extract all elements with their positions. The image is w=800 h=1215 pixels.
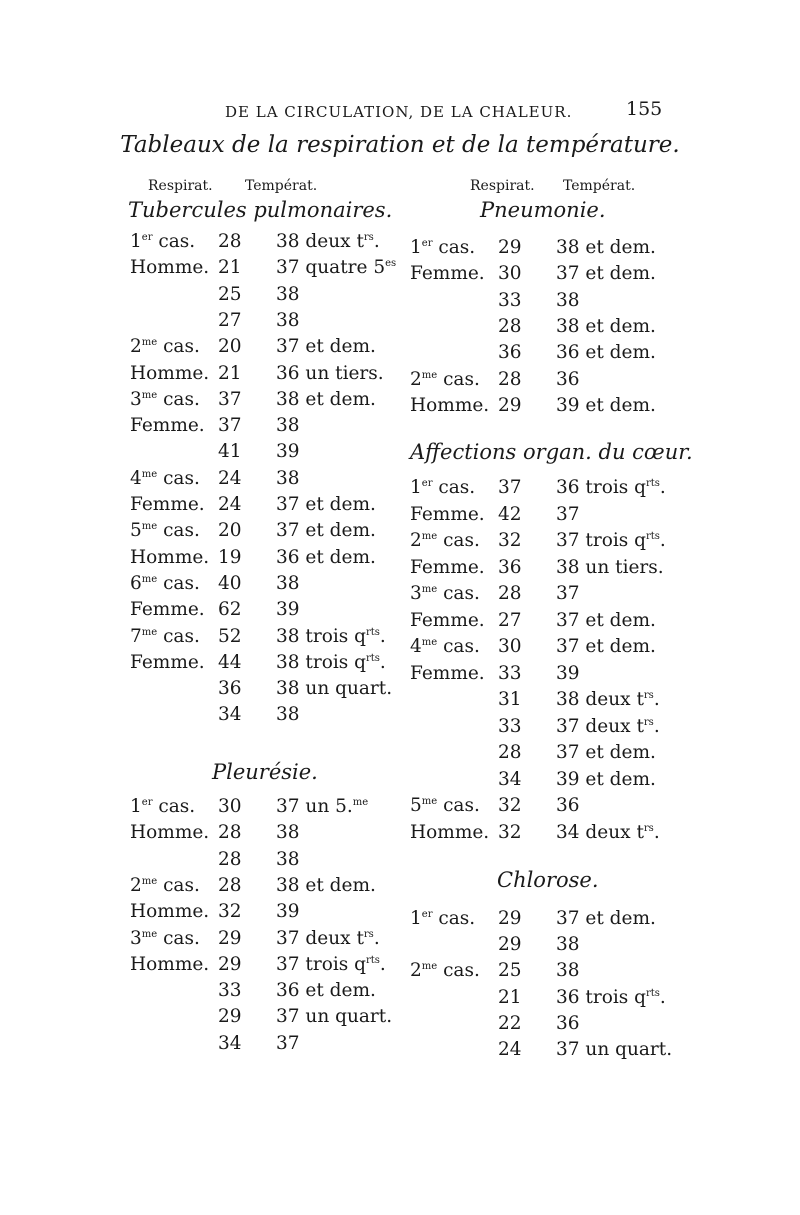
section-title-chlorose: Chlorose. [497, 868, 599, 892]
case-label: Femme. [410, 503, 485, 525]
respiration-value: 28 [218, 231, 242, 252]
respiration-value: 36 [218, 678, 242, 700]
case-label: 1er cas. [130, 231, 196, 252]
temperature-value: 38 trois $q^{rts}$. [276, 625, 386, 647]
temperature-value: 38 et dem. [556, 237, 656, 258]
temperature-value: 37 et dem. [556, 636, 656, 657]
temperature-value: 38 [276, 704, 300, 726]
temperature-value: 39 [276, 441, 300, 463]
respiration-value: 24 [218, 467, 242, 489]
temperature-value: 37 quatre $5^{es}$ [276, 257, 397, 279]
respiration-value: 22 [498, 1012, 522, 1034]
case-label: $7^{me}$ cas. [130, 625, 200, 647]
respiration-value: 27 [498, 609, 522, 631]
respiration-value: 37 [218, 388, 242, 410]
temperature-value: 37 trois $q^{rts}$. [556, 530, 666, 551]
running-head: DE LA CIRCULATION, DE LA CHALEUR. [225, 103, 573, 121]
respiration-value: 29 [498, 934, 522, 956]
respiration-value: 29 [498, 394, 522, 416]
case-label: Femme. [410, 263, 485, 285]
temperature-value: 38 [556, 934, 580, 956]
left-temperature-header: Températ. [245, 178, 318, 194]
case-label: $5^{me}$ cas. [410, 795, 480, 816]
section-title-pleuresie: Pleurésie. [212, 760, 318, 784]
temperature-value: 37 deux $t^{rs}$. [276, 927, 380, 949]
respiration-value: 24 [498, 1039, 522, 1060]
temperature-value: 36 trois $q^{rts}$. [556, 986, 666, 1008]
respiration-value: 30 [218, 796, 242, 817]
section-title-tubercules: Tubercules pulmonaires. [128, 198, 393, 222]
respiration-value: 24 [218, 494, 242, 515]
respiration-value: 37 [498, 477, 522, 498]
temperature-value: 38 [276, 415, 300, 437]
respiration-value: 52 [218, 625, 242, 647]
right-respiration-header: Respirat. [470, 178, 535, 194]
case-label: Femme. [130, 599, 205, 621]
respiration-value: 29 [218, 927, 242, 949]
temperature-value: 37 [556, 583, 580, 604]
case-label: Femme. [410, 662, 485, 684]
respiration-value: 62 [218, 599, 242, 621]
case-label: Homme. [130, 546, 210, 568]
case-label: Homme. [410, 821, 490, 843]
respiration-value: 19 [218, 546, 242, 568]
temperature-value: 37 et dem. [556, 263, 656, 285]
temperature-value: 37 et dem. [276, 494, 376, 515]
case-label: Homme. [130, 257, 210, 279]
respiration-value: 21 [498, 986, 522, 1008]
respiration-value: 20 [218, 520, 242, 542]
respiration-value: 30 [498, 263, 522, 285]
left-respiration-header: Respirat. [148, 178, 213, 194]
temperature-value: 37 [556, 503, 580, 525]
respiration-value: 31 [498, 689, 522, 710]
respiration-value: 33 [218, 980, 242, 1002]
temperature-value: 38 un tiers. [556, 556, 664, 578]
case-label: $5^{me}$ cas. [130, 520, 200, 542]
temperature-value: 36 et dem. [556, 342, 656, 364]
section-title-pneumonie: Pneumonie. [480, 198, 606, 222]
respiration-value: 27 [218, 309, 242, 331]
case-label: Femme. [410, 609, 485, 631]
temperature-value: 37 un quart. [276, 1006, 393, 1028]
respiration-value: 32 [498, 530, 522, 551]
case-label: Homme. [130, 822, 210, 844]
temperature-value: 37 et dem. [276, 336, 376, 358]
temperature-value: 37 trois $q^{rts}$. [276, 953, 386, 975]
temperature-value: 37 et dem. [556, 742, 656, 763]
temperature-value: 37 [276, 1032, 300, 1054]
case-label: 1er cas. [410, 908, 476, 929]
respiration-value: 34 [218, 704, 242, 726]
temperature-value: 37 et dem. [556, 908, 656, 929]
respiration-value: 33 [498, 289, 522, 311]
case-label: $2^{me}$ cas. [410, 368, 480, 390]
case-label: $4^{me}$ cas. [130, 467, 200, 489]
temperature-value: 36 et dem. [276, 980, 376, 1002]
temperature-value: 36 [556, 368, 580, 390]
temperature-value: 38 et dem. [556, 315, 656, 337]
case-label: $3^{me}$ cas. [130, 388, 200, 410]
temperature-value: 36 et dem. [276, 546, 376, 568]
respiration-value: 34 [498, 768, 522, 790]
temperature-value: 39 [276, 599, 300, 621]
temperature-value: 38 [276, 309, 300, 331]
case-label: Femme. [130, 651, 205, 673]
page-number: 155 [626, 98, 663, 120]
temperature-value: 36 [556, 1012, 580, 1034]
respiration-value: 29 [498, 908, 522, 929]
respiration-value: 34 [218, 1032, 242, 1054]
case-label: $2^{me}$ cas. [410, 960, 480, 982]
respiration-value: 28 [218, 822, 242, 844]
page-title: Tableaux de la respiration et de la température. [120, 132, 680, 158]
temperature-value: 38 deux $t^{rs}$. [276, 231, 380, 252]
respiration-value: 21 [218, 257, 242, 279]
respiration-value: 32 [498, 795, 522, 816]
respiration-value: 28 [498, 583, 522, 604]
respiration-value: 33 [498, 715, 522, 737]
respiration-value: 41 [218, 441, 242, 463]
temperature-value: 38 [276, 467, 300, 489]
case-label: Homme. [130, 362, 210, 384]
case-label: $6^{me}$ cas. [130, 572, 200, 594]
respiration-value: 29 [218, 1006, 242, 1028]
case-label: $2^{me}$ cas. [130, 874, 200, 896]
respiration-value: 36 [498, 556, 522, 578]
respiration-value: 28 [498, 368, 522, 390]
temperature-value: 37 un quart. [556, 1039, 673, 1060]
respiration-value: 20 [218, 336, 242, 358]
temperature-value: 34 deux $t^{rs}$. [556, 821, 660, 843]
right-temperature-header: Températ. [563, 178, 636, 194]
case-label: Femme. [130, 494, 205, 515]
respiration-value: 32 [218, 901, 242, 923]
temperature-value: 36 un tiers. [276, 362, 384, 384]
respiration-value: 32 [498, 821, 522, 843]
temperature-value: 39 et dem. [556, 768, 656, 790]
respiration-value: 36 [498, 342, 522, 364]
temperature-value: 38 [276, 848, 300, 870]
respiration-value: 21 [218, 362, 242, 384]
case-label: 1er cas. [410, 237, 476, 258]
case-label: 1er cas. [410, 477, 476, 498]
temperature-value: 38 et dem. [276, 874, 376, 896]
case-label: $3^{me}$ cas. [410, 583, 480, 604]
temperature-value: 36 [556, 795, 580, 816]
temperature-value: 37 deux $t^{rs}$. [556, 715, 660, 737]
case-label: Homme. [410, 394, 490, 416]
respiration-value: 29 [218, 953, 242, 975]
respiration-value: 37 [218, 415, 242, 437]
respiration-value: 33 [498, 662, 522, 684]
respiration-value: 42 [498, 503, 522, 525]
temperature-value: 37 un 5.$^{me}$ [276, 796, 369, 817]
respiration-value: 28 [218, 848, 242, 870]
section-title-coeur: Affections organ. du cœur. [410, 440, 693, 464]
case-label: $2^{me}$ cas. [410, 530, 480, 551]
respiration-value: 28 [498, 315, 522, 337]
temperature-value: 38 trois $q^{rts}$. [276, 651, 386, 673]
case-label: $2^{me}$ cas. [130, 336, 200, 358]
case-label: $4^{me}$ cas. [410, 636, 480, 657]
respiration-value: 40 [218, 572, 242, 594]
case-label: Femme. [130, 415, 205, 437]
temperature-value: 38 [556, 960, 580, 982]
respiration-value: 28 [498, 742, 522, 763]
temperature-value: 38 [556, 289, 580, 311]
temperature-value: 38 deux $t^{rs}$. [556, 689, 660, 710]
temperature-value: 37 et dem. [556, 609, 656, 631]
temperature-value: 39 [556, 662, 580, 684]
temperature-value: 38 un quart. [276, 678, 393, 700]
temperature-value: 36 trois $q^{rts}$. [556, 477, 666, 498]
respiration-value: 29 [498, 237, 522, 258]
respiration-value: 28 [218, 874, 242, 896]
temperature-value: 38 et dem. [276, 388, 376, 410]
respiration-value: 25 [498, 960, 522, 982]
respiration-value: 30 [498, 636, 522, 657]
respiration-value: 44 [218, 651, 242, 673]
respiration-value: 25 [218, 283, 242, 305]
case-label: Homme. [130, 953, 210, 975]
temperature-value: 37 et dem. [276, 520, 376, 542]
temperature-value: 38 [276, 283, 300, 305]
temperature-value: 38 [276, 572, 300, 594]
case-label: $3^{me}$ cas. [130, 927, 200, 949]
case-label: Femme. [410, 556, 485, 578]
temperature-value: 39 [276, 901, 300, 923]
case-label: Homme. [130, 901, 210, 923]
temperature-value: 39 et dem. [556, 394, 656, 416]
temperature-value: 38 [276, 822, 300, 844]
case-label: 1er cas. [130, 796, 196, 817]
